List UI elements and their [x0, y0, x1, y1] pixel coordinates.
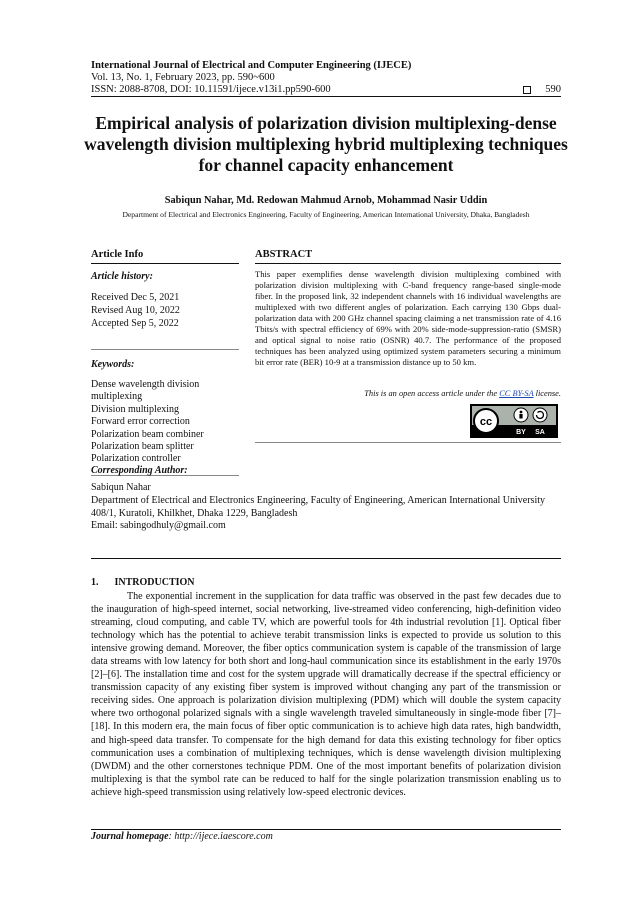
keyword-item: multiplexing: [91, 391, 143, 403]
article-history: [91, 291, 239, 330]
author-department: Department of Electrical and Electronics Engineering, Faculty of Engineering, American International University: [91, 494, 546, 506]
keyword-item: Division multiplexing: [91, 403, 180, 415]
corresponding-author-block: [91, 482, 561, 533]
cc-by-sa-badge[interactable]: [470, 404, 558, 438]
keyword-item: Polarization beam combiner: [91, 428, 204, 440]
cc-badge-graphic: [472, 406, 556, 436]
article-info-column: [91, 248, 239, 476]
abstract-text: This paper exemplifies dense wavelength division multiplexing combined with polarization division multiplexing with C-band frequency range-based single-mode fiber. In the proposed link, 32 independent channels with 16 individual wavelengths are multiplexed with two different angles of polarization. Each carrying 130 Gbps dual-polarization data with 200 GHz channel spacing claiming a net transmission rate of 4.16 Tbits/s with spectral efficiency of 69% with 20% side-mode-suppression-ratio (SMSR) and optical signal to noise ratio (OSNR) 40.7. The performance of the proposed techniques has been analyzed using optimized system parameters securing a minimum bit error rate (BER) 10-9 at a transmission distance up to 50 km.: [255, 269, 561, 367]
section-number: 1.: [91, 577, 99, 588]
article-info-heading: Article Info: [91, 248, 239, 264]
keyword-item: Dense wavelength division: [91, 379, 200, 390]
sa-label: SA: [535, 428, 545, 436]
keywords-heading: Keywords:: [91, 359, 135, 370]
corresponding-author-heading: Corresponding Author:: [91, 465, 188, 476]
page-number: 590: [545, 84, 561, 95]
license-link[interactable]: CC BY-SA: [499, 388, 534, 398]
section-title: INTRODUCTION: [114, 577, 195, 588]
introduction-paragraph: The exponential increment in the supplication for data traffic was observed in the past few decades due to the inauguration of high-speed internet, social networking, live-streamed video conferencing, high-definition video streaming, cloud computing, and cable TV, which are powerful tools for 4th industrial revolution [1]. Optical fiber technology which has the potential to achieve terabit transmission links is expected to provide us solution to this intensive growing demand. Moreover, the fiber optics communication system is capable of the transmission of large data streams with low latency for both short and long-haul communication since its establishment in the early 1970s [2]–[6]. The installation time and cost for the system upgrade will dramatically decrease if the spectral efficiency or transmission capacity of any existing fiber system is improved without changing any part of the transmission or receiving sides. One approach is polarization division multiplexing (PDM) which will double the system capacity where two orthogonal polarized signals with a single wavelength traveled simultaneously in single-mode fiber [7]–[18]. In this modern era, the main focus of fiber optic communication is to achieve high data rates, high bandwidth, and high-speed data transfer. To compensate for the high demand for data this existing technology for fiber optics communication uses a combination of multiplexing techniques, which is dense wavelength division multiplexing (DWDM) and the other cornerstones technique PDM. One of the most important benefits of polarization division multiplexing is that the symbol rate can be reduced to half for the single polarization transmission enabling us to achieve high-speed transmission using relatively low-speed electronic devices.: [91, 591, 561, 798]
volume-info: Vol. 13, No. 1, February 2023, pp. 590~600: [91, 72, 275, 83]
section-rule: [91, 558, 561, 559]
journal-footer: Journal homepage: http://ijece.iaescore.com: [91, 831, 273, 842]
running-header: [91, 60, 561, 96]
article-history-heading: Article history:: [91, 271, 153, 282]
issn-row: [91, 84, 561, 96]
license-prefix: This is an open access article under the: [364, 388, 500, 398]
paper-title: Empirical analysis of polarization division multiplexing-dense wavelength division multiplexing hybrid multiplexing techniques for channel capacity enhancement: [84, 113, 568, 175]
square-icon: [523, 86, 531, 94]
authors: Sabiqun Nahar, Md. Redowan Mahmud Arnob, Mohammad Nasir Uddin: [164, 195, 488, 206]
abstract-heading: ABSTRACT: [255, 248, 561, 264]
journal-title: International Journal of Electrical and Computer Engineering (IJECE): [91, 60, 412, 71]
keywords-list: [91, 379, 239, 466]
footer-rule: [91, 829, 561, 830]
divider: [91, 349, 239, 350]
affiliation: Department of Electrical and Electronics Engineering, Faculty of Engineering, American International University, Dhaka, Bangladesh: [122, 210, 530, 219]
introduction-heading: [91, 577, 211, 588]
footer-label: Journal homepage: [91, 831, 169, 842]
license-statement: [255, 389, 561, 398]
keyword-item: Polarization controller: [91, 453, 181, 465]
author-address: 408/1, Kuratoli, Khilkhet, Dhaka 1229, Bangladesh: [91, 507, 298, 519]
abstract-column: [255, 248, 561, 443]
sa-icon: [533, 408, 547, 422]
keyword-item: Polarization beam splitter: [91, 441, 194, 453]
keyword-item: Forward error correction: [91, 416, 190, 428]
cc-icon-text: cc: [479, 415, 493, 428]
revised-date: Revised Aug 10, 2022: [91, 305, 180, 316]
license-suffix: license.: [533, 388, 561, 398]
divider: [255, 442, 561, 443]
author-name: Sabiqun Nahar: [91, 482, 151, 493]
header-rule: [91, 96, 561, 97]
issn-doi: ISSN: 2088-8708, DOI: 10.11591/ijece.v13i1.pp590-600: [91, 84, 331, 95]
footer-url[interactable]: http://ijece.iaescore.com: [174, 831, 273, 842]
accepted-date: Accepted Sep 5, 2022: [91, 318, 179, 329]
author-email: Email: sabingodhuly@gmail.com: [91, 520, 226, 532]
page-number-group: [523, 84, 561, 96]
received-date: Received Dec 5, 2021: [91, 292, 180, 303]
by-label: BY: [516, 428, 526, 436]
